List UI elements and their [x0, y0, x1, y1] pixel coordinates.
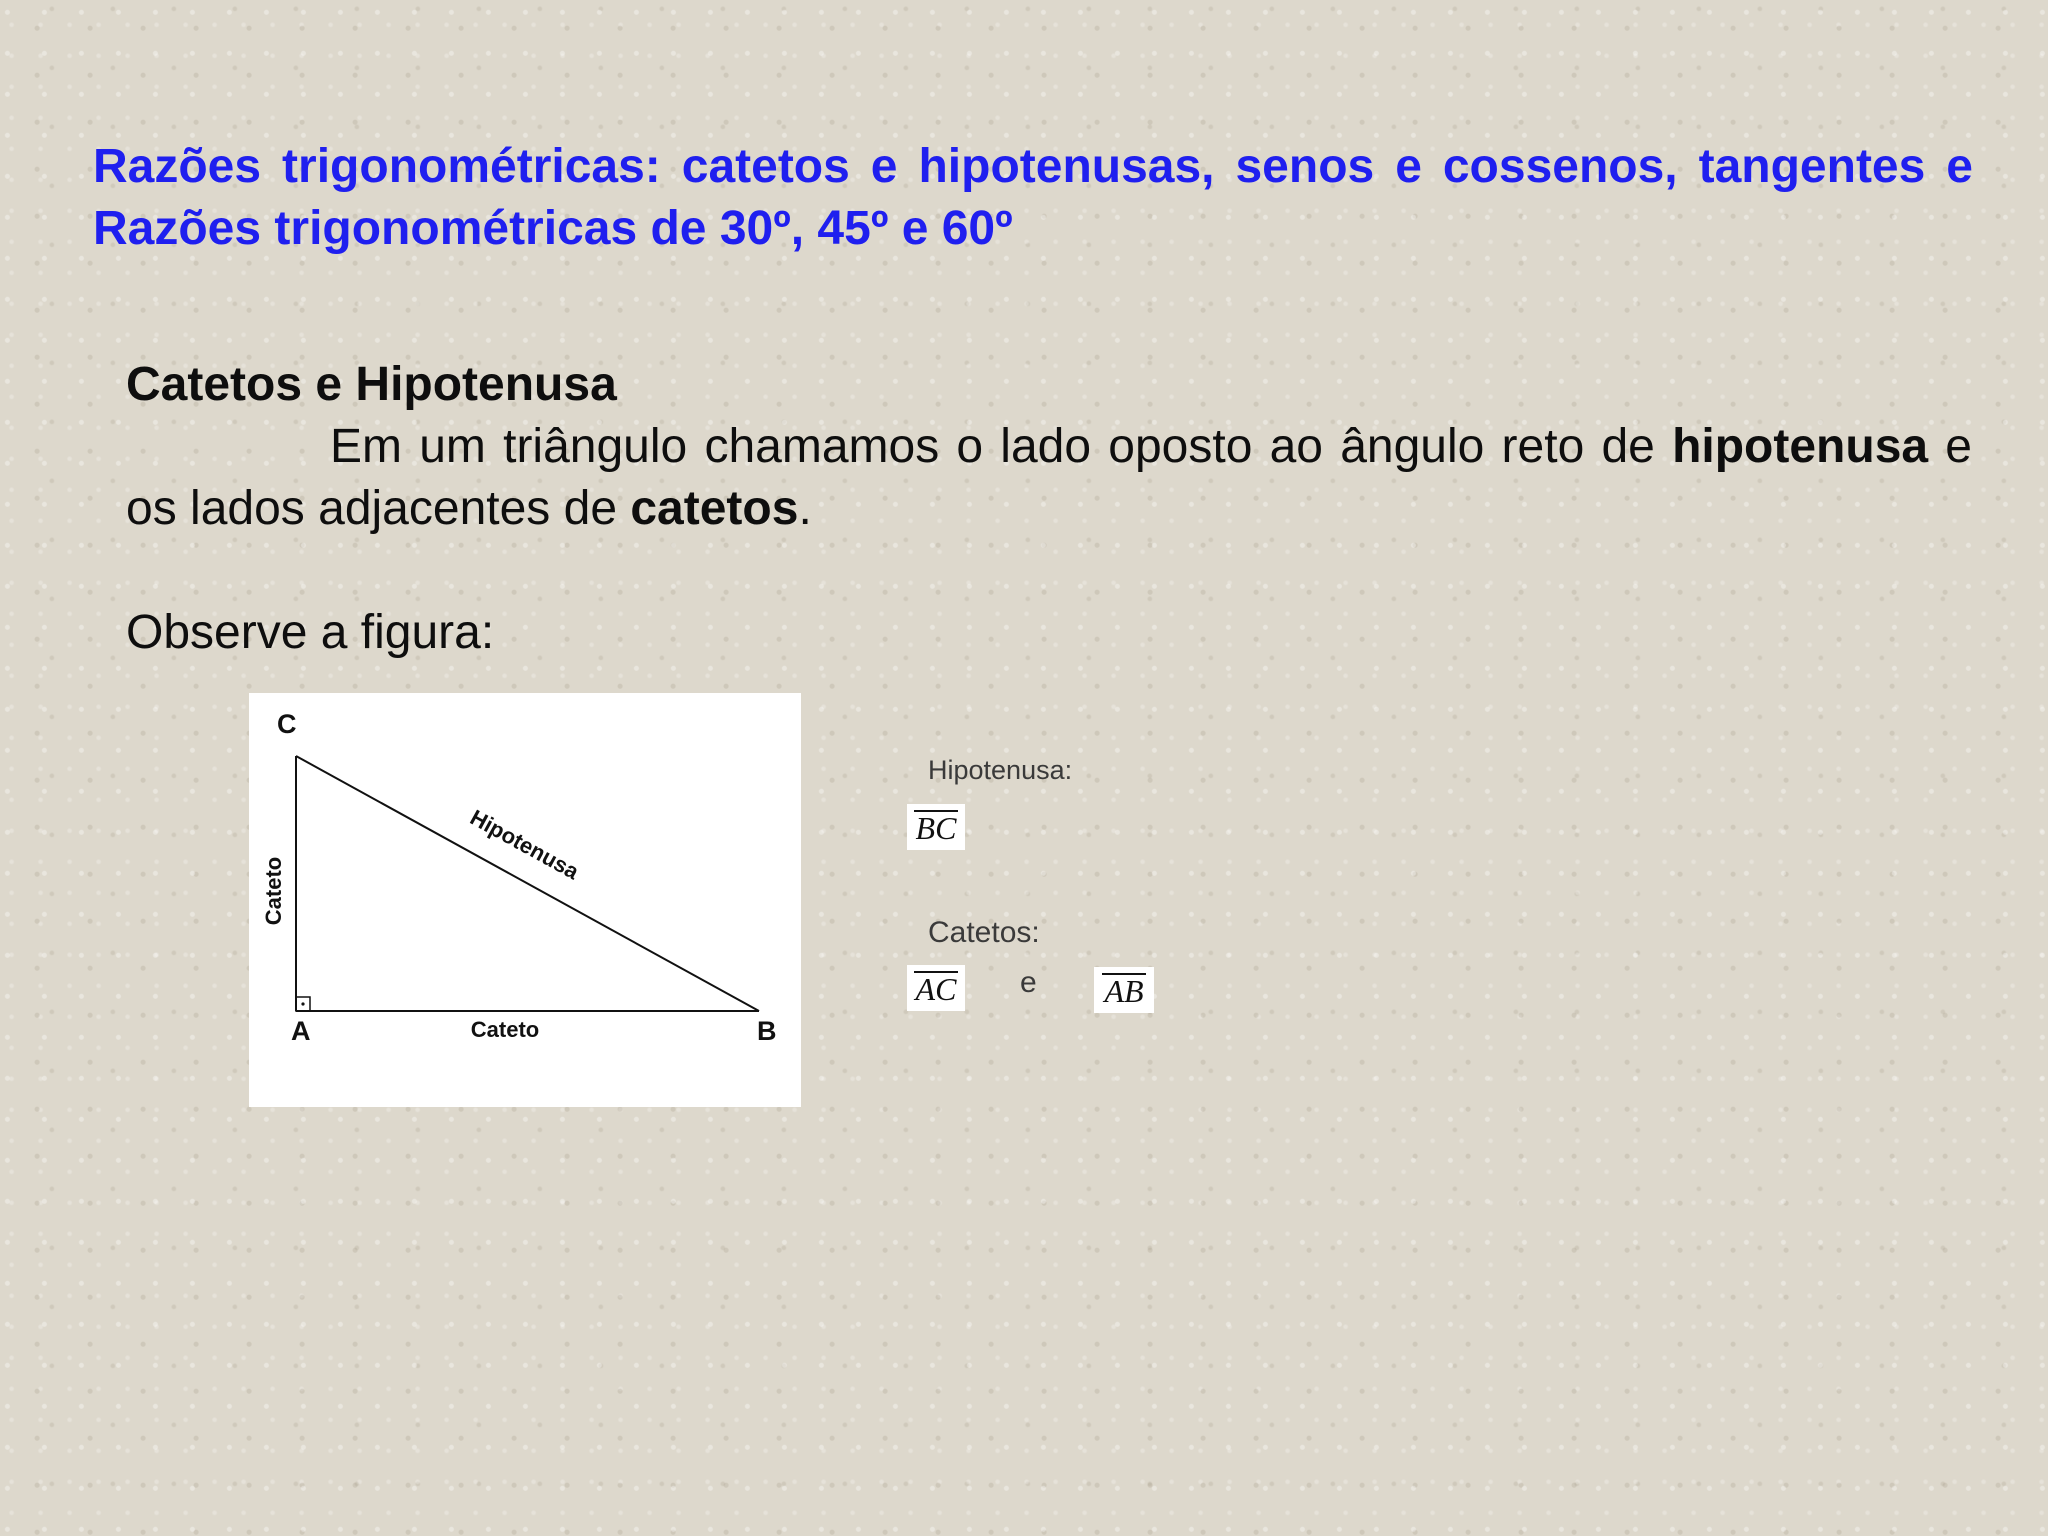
vertex-b-label: B	[757, 1016, 777, 1046]
segment-bc: BC	[915, 810, 957, 846]
vertex-c-label: C	[277, 709, 297, 739]
section-heading: Catetos e Hipotenusa	[126, 358, 617, 411]
segment-ab-box	[1094, 967, 1154, 1013]
conjunction-text: e	[1020, 966, 1037, 999]
right-triangle-figure	[249, 693, 801, 1107]
hypotenuse-legend-label: Hipotenusa:	[928, 755, 1073, 785]
term-hypotenuse: hipotenusa	[1672, 420, 1929, 473]
hypotenuse-label: Hipotenusa	[466, 804, 584, 885]
segment-ac: AC	[915, 971, 957, 1007]
segment-ab: AB	[1104, 973, 1144, 1009]
right-angle-dot	[301, 1002, 304, 1005]
legs-legend-label: Catetos:	[928, 916, 1040, 949]
horizontal-leg-label: Cateto	[470, 1017, 540, 1042]
segment-bc-box	[907, 804, 965, 850]
right-triangle-diagram	[249, 693, 801, 1107]
definition-paragraph	[126, 416, 1972, 540]
vertex-a-label: A	[291, 1016, 311, 1046]
observe-text: Observe a figura:	[126, 606, 495, 659]
hypotenuse-bc-line	[296, 756, 759, 1011]
definition-middle: e os lados adjacentes de	[126, 420, 1972, 535]
section-catetos-hipotenusa	[126, 354, 1972, 664]
slide-title: Razões trigonométricas: catetos e hipotenusas, senos e cossenos, tangentes e Razões trigonométricas de 30º, 45º e 60º	[93, 140, 1973, 255]
segment-ac-box	[907, 965, 965, 1011]
vertical-leg-label: Cateto	[261, 856, 286, 926]
definition-intro: Em um triângulo chamamos o lado oposto ao ângulo reto de	[330, 420, 1673, 473]
definition-end: .	[798, 482, 812, 535]
term-legs: catetos	[630, 482, 799, 535]
